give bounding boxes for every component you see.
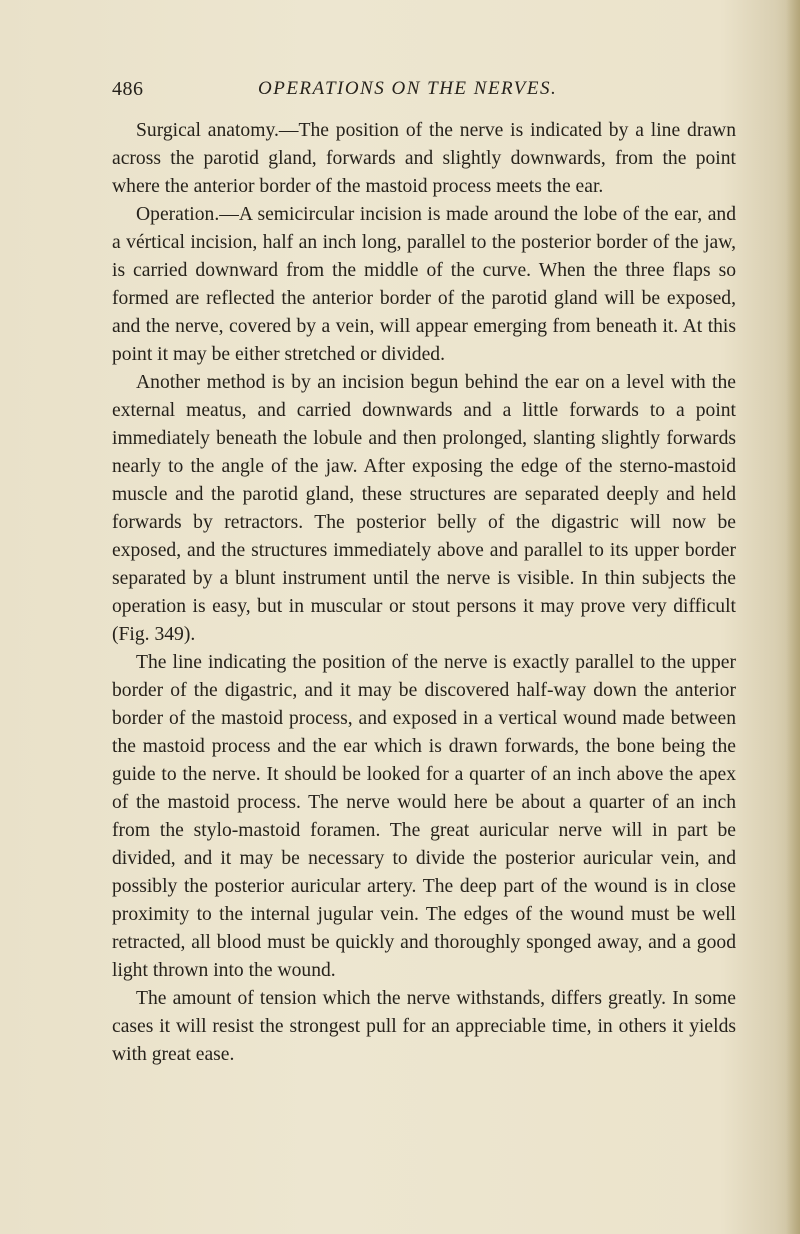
paragraph-tension: The amount of tension which the nerve withstands, differs greatly. In some cases it will resist the strongest pull for an appreciable time, in others it yields with great ease.	[112, 988, 736, 1065]
page-header	[112, 78, 612, 108]
body-text	[112, 117, 736, 1069]
paragraph-operation: Operation.—A semicircular incision is made around the lobe of the ear, and a vértical incision, half an inch long, parallel to the posterior border of the jaw, is carried downward from the middle of the curve. When the three flaps so formed are reflected the anterior border of the parotid gland will be exposed, and the nerve, covered by a vein, will appear emerging from beneath it. At this point it may be either stretched or divided.	[112, 204, 736, 365]
paragraph-line-indicating: The line indicating the position of the nerve is exactly parallel to the upper border of the digastric, and it may be discovered half-way down the anterior border of the mastoid process, and exposed in a vertical wound made between the mastoid process and the ear which is drawn forwards, the bone being the guide to the nerve. It should be looked for a quarter of an inch above the apex of the mastoid process. The nerve would here be about a quarter of an inch from the stylo-mastoid foramen. The great auricular nerve will in part be divided, and it may be necessary to divide the posterior auricular vein, and possibly the posterior auricular artery. The deep part of the wound is in close proximity to the internal jugular vein. The edges of the wound must be well retracted, all blood must be quickly and thoroughly sponged away, and a good light thrown into the wound.	[112, 652, 736, 981]
paragraph-another-method: Another method is by an incision begun behind the ear on a level with the external meatus, and carried downwards and a little forwards to a point immediately beneath the lobule and then prolonged, slanting slightly forwards nearly to the angle of the jaw. After exposing the edge of the sterno-mastoid muscle and the parotid gland, these structures are separated deeply and held forwards by retractors. The posterior belly of the digastric will now be exposed, and the structures immediately above and parallel to its upper border separated by a blunt instrument until the nerve is visible. In thin subjects the operation is easy, but in muscular or stout persons it may prove very difficult (Fig. 349).	[112, 372, 736, 645]
running-head: OPERATIONS ON THE NERVES.	[258, 78, 558, 99]
page-edge-shadow	[786, 0, 800, 1234]
paragraph-surgical-anatomy: Surgical anatomy.—The position of the nerve is indicated by a line drawn across the parotid gland, forwards and slightly downwards, from the point where the anterior border of the mastoid process meets the ear.	[112, 120, 736, 197]
page-number: 486	[112, 78, 144, 100]
